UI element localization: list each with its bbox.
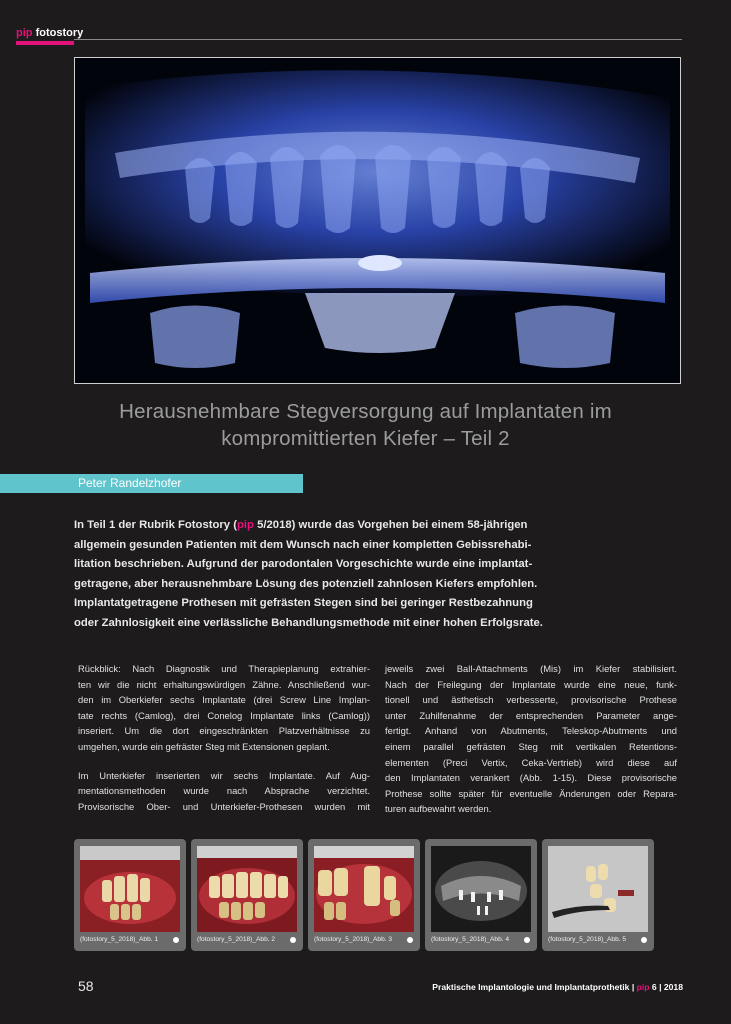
thumbnail-strip: [74, 839, 654, 952]
page-footer: [0, 978, 731, 998]
body-line: umgehen, wurde ein gefräster Steg mit Extensionen geplant.: [78, 740, 330, 752]
article-title: [40, 398, 691, 452]
thumbnail-dot-icon: [641, 937, 647, 943]
journal-title: Praktische Implantologie und Implantatprothetik |: [432, 982, 637, 992]
page-header: [16, 24, 682, 46]
thumbnail-dot-icon: [290, 937, 296, 943]
body-line: elementen (Preci Vertix, Ceka-Vertrieb) wird diese auf: [385, 756, 677, 768]
body-paragraph: [385, 661, 677, 817]
intro-paragraph: [74, 516, 616, 634]
thumbnail-caption: (fotostory_5_2018)_Abb. 2: [197, 936, 276, 943]
intro-pip: pip: [236, 519, 254, 531]
body-column-left: [78, 661, 370, 827]
thumbnail-caption: (fotostory_5_2018)_Abb. 4: [431, 936, 510, 943]
journal-name: [432, 982, 683, 992]
thumbnail-dot-icon: [173, 937, 179, 943]
section-label: [16, 27, 83, 39]
header-accent-bar: [16, 41, 74, 45]
body-line: den im Oberkiefer sechs Implantate (drei Screw Line Implan-: [78, 694, 370, 706]
journal-issue: 6 | 2018: [649, 982, 683, 992]
hero-image: [74, 57, 681, 384]
body-line: Prothese sollte später für eventuelle Änderungen oder Repara-: [385, 787, 677, 799]
author-name: Peter Randelzhofer: [78, 476, 182, 490]
intraoral-photo: [314, 846, 414, 932]
intro-line: oder Zahnlosigkeit eine verlässliche Behandlungsmethode mit einer hohen Erfolgsrate.: [74, 616, 543, 629]
intro-text: In Teil 1 der Rubrik Fotostory (: [74, 519, 237, 531]
body-column-right: [385, 661, 677, 830]
body-line: Im Unterkiefer inserierten wir sechs Implantate. Auf Aug-: [78, 769, 370, 781]
thumbnail-dot-icon: [524, 937, 530, 943]
brand-section: fotostory: [35, 27, 84, 39]
intro-line: getragene, aber herausnehmbare Lösung des potenziell zahnlosen Kiefers empfohlen.: [74, 577, 538, 590]
body-line: ten wir die nicht erhaltungswürdigen Zähne. Anschließend wur-: [78, 678, 370, 690]
intraoral-photo: [80, 846, 180, 932]
body-line: Nach der Freilegung der Implantate wurde eine neue, funk-: [385, 678, 677, 690]
title-line-2: kompromittierten Kiefer – Teil 2: [221, 427, 510, 450]
thumbnail-abb-3[interactable]: [308, 839, 420, 951]
brand-pip: pip: [16, 27, 33, 39]
thumbnail-abb-2[interactable]: [191, 839, 303, 951]
body-line: turen aufbewahrt werden.: [385, 803, 492, 815]
thumbnail-abb-4[interactable]: [425, 839, 537, 951]
author-bar: [0, 474, 303, 493]
body-line: Provisorische Ober- und Unterkiefer-Prothesen wurden mit: [78, 800, 370, 812]
body-paragraph: [78, 768, 370, 815]
intro-line: Implantatgetragene Prothesen mit gefrästen Stegen sind bei geringer Restbezahnung: [74, 597, 533, 610]
title-line-1: Herausnehmbare Stegversorgung auf Implantaten im: [119, 400, 612, 423]
journal-pip: pip: [636, 982, 650, 992]
body-line: unter Zuhilfenahme der entsprechenden Parameter ange-: [385, 709, 677, 721]
body-line: tionell und ästhetisch verbesserte, provisorische Prothese: [385, 694, 677, 706]
body-line: tate rechts (Camlog), drei Conelog Implantate links (Camlog)): [78, 709, 370, 721]
body-line: Rückblick: Nach Diagnostik und Therapieplanung extrahier-: [78, 663, 370, 674]
intro-line: litation beschrieben. Aufgrund der parodontalen Vorgeschichte wurde eine implantat-: [74, 558, 533, 571]
thumbnail-abb-1[interactable]: [74, 839, 186, 951]
body-line: mentationsmethoden wurde nach Absprache verzichtet.: [78, 785, 370, 797]
body-line: jeweils zwei Ball-Attachments (Mis) im Kiefer stabilisiert.: [385, 663, 677, 674]
xray-panoramic: [431, 846, 531, 932]
header-rule: [74, 39, 682, 40]
thumbnail-caption: (fotostory_5_2018)_Abb. 1: [80, 936, 159, 943]
thumbnail-caption: (fotostory_5_2018)_Abb. 5: [548, 936, 627, 943]
thumbnail-caption: (fotostory_5_2018)_Abb. 3: [314, 936, 393, 943]
body-paragraph: [78, 661, 370, 755]
body-line: inseriert. Um die dort eingeschränkten Platzverhältnisse zu: [78, 725, 370, 737]
intro-line: allgemein gesunden Patienten mit dem Wunsch nach einer kompletten Gebissrehabi-: [74, 538, 532, 551]
extracted-teeth-photo: [548, 846, 648, 932]
intro-text: 5/2018) wurde das Vorgehen bei einem 58-jährigen: [253, 519, 528, 531]
thumbnail-dot-icon: [407, 937, 413, 943]
body-line: einem parallel gefrästen Steg mit vertikalen Retentions-: [385, 740, 677, 752]
body-line: den Implantaten verankert (Abb. 1-15). Diese provisorische: [385, 772, 677, 784]
body-line: fertigt. Anhand von Abutments, Teleskop-Abutments und: [385, 725, 677, 737]
intraoral-photo: [197, 846, 297, 932]
intro-line: [74, 516, 616, 536]
hero-dental-render: [75, 58, 680, 383]
page-number: 58: [78, 978, 94, 994]
thumbnail-abb-5[interactable]: [542, 839, 654, 951]
